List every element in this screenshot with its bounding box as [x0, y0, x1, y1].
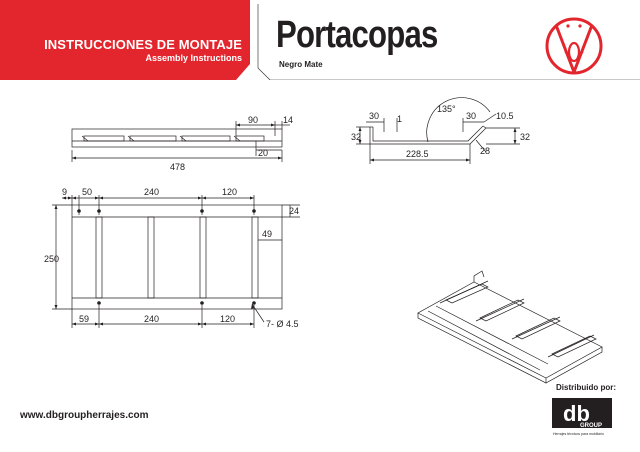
svg-text:db: db	[563, 401, 590, 426]
svg-text:GROUP: GROUP	[580, 423, 603, 429]
dim-1: 1	[397, 114, 403, 124]
dim-120-top: 120	[222, 187, 238, 197]
dim-24: 24	[289, 206, 300, 216]
dim-14: 14	[283, 115, 294, 125]
dim-20: 20	[258, 148, 269, 158]
dim-30-right: 30	[466, 111, 477, 121]
brand-tagline: Herrajes técnicos para mobiliario	[553, 432, 604, 436]
isometric-view	[418, 271, 602, 383]
dim-10-5: 10.5	[496, 111, 514, 121]
dim-32-right: 32	[520, 132, 531, 142]
distributed-by-label: Distribuido por:	[556, 383, 616, 392]
dim-49: 49	[262, 229, 273, 239]
dim-120-bottom: 120	[220, 314, 236, 324]
header-subtitle: Assembly Instructions	[145, 53, 242, 63]
dim-228-5: 228.5	[406, 149, 429, 159]
db-group-logo	[552, 398, 612, 429]
dim-28: 28	[480, 146, 491, 156]
dim-240-top: 240	[144, 187, 160, 197]
product-title: Portacopas	[276, 14, 438, 56]
dim-478: 478	[170, 162, 186, 172]
dim-30-left: 30	[369, 111, 380, 121]
dim-50: 50	[82, 187, 93, 197]
dim-240-bottom: 240	[144, 314, 160, 324]
dim-59: 59	[79, 314, 90, 324]
dim-32-left: 32	[351, 132, 362, 142]
header-title: INSTRUCCIONES DE MONTAJE	[44, 37, 242, 52]
dim-90: 90	[248, 115, 259, 125]
website-link[interactable]: www.dbgroupherrajes.com	[20, 410, 149, 421]
angle-135: 135°	[437, 104, 456, 114]
dim-9: 9	[62, 187, 68, 197]
product-finish: Negro Mate	[279, 60, 323, 69]
holes-note: 7- Ø 4.5	[266, 319, 299, 329]
dim-250: 250	[44, 254, 60, 264]
front-view	[52, 195, 300, 328]
